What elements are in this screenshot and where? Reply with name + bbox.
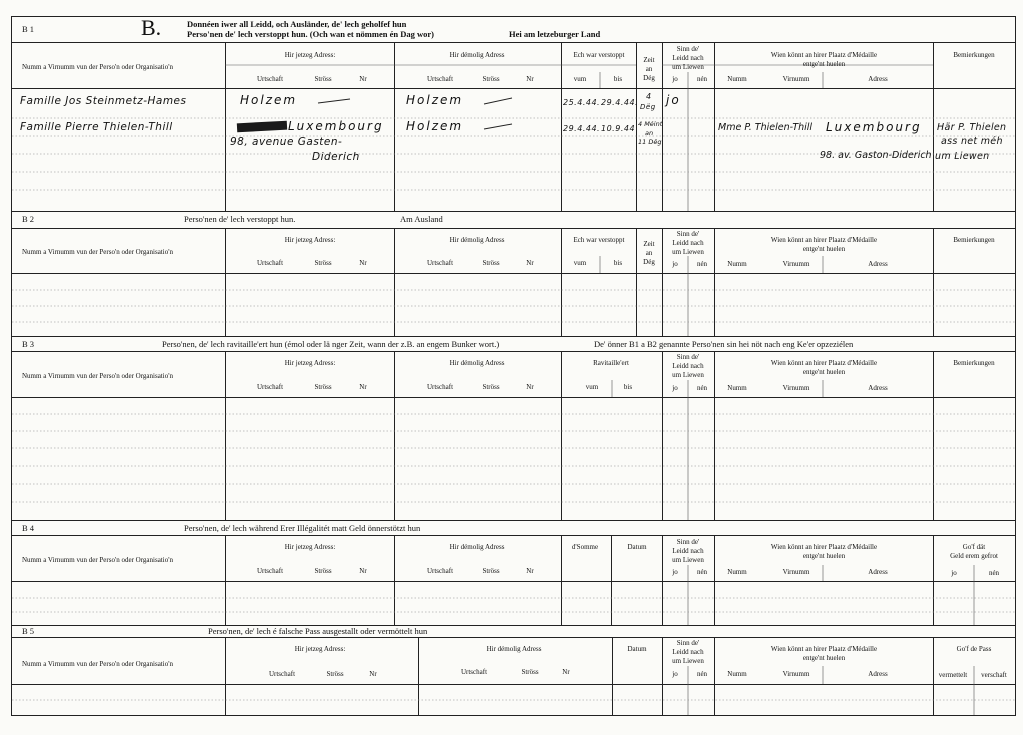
virnumm-header: Virnumm [782,384,810,392]
urtschaft-header: Urtschaft [460,668,488,676]
stross-header: Ströss [314,383,332,391]
an-header: an [645,65,653,73]
nr-header: Nr [526,567,534,575]
entry-2-days-3: 11 Dëg [638,138,662,146]
bemierkungen-header: Bemierkungen [953,359,995,367]
current-address-header: Hir jetzeg Adress: [294,645,346,653]
an-header: an [645,249,653,257]
entry-1-from: 25.4.44. [563,98,601,107]
entry-1-days-unit: Dëg [640,103,656,111]
numm-header: Numm [727,568,747,576]
sinn-header-1: Sinn de' [676,353,700,361]
nr-header: Nr [359,567,367,575]
medal-header-2: entge'nt huelen [802,60,846,68]
entry-2-from: 29.4.44. [563,124,601,133]
virnumm-header: Virnumm [782,260,810,268]
medal-header-2: entge'nt huelen [802,552,846,560]
sinn-header-2: Leidd nach [672,362,704,370]
medal-header-2: entge'nt huelen [802,654,846,662]
entry-2-current-street-2: Diderich [312,151,360,163]
entry-2-remark-2: ass net méh [941,136,1003,147]
sinn-header-1: Sinn de' [676,230,700,238]
vermettelt-header: vermettelt [938,671,968,679]
bemierkungen-header: Bemierkungen [953,236,995,244]
section-code-b4: B 4 [22,523,35,533]
current-address-header: Hir jetzeg Adress: [284,359,336,367]
vum-header: vum [585,383,599,391]
entry-1-days: 4 [646,92,652,101]
entry-2-current-town: Luxembourg [288,119,384,133]
medal-header-2: entge'nt huelen [802,245,846,253]
jo-header: jo [672,384,678,392]
urtschaft-header: Urtschaft [256,259,284,267]
adress-header: Adress [868,384,888,392]
section-code-b5: B 5 [22,626,35,636]
entry-2-name: Famille Pierre Thielen-Thill [20,121,173,133]
urtschaft-header: Urtschaft [256,383,284,391]
section-code-b1: B 1 [22,24,35,34]
medal-header-1: Wien könnt an hirer Plaatz d'Médaille [770,51,878,59]
entry-2-former-town: Holzem [406,119,464,133]
nr-header: Nr [526,383,534,391]
stross-header: Ströss [482,567,500,575]
entry-2-medal-address: 98. av. Gaston-Diderich [820,150,932,161]
entry-1-to: 29.4.44. [601,98,639,107]
entry-2-medal-town: Luxembourg [826,120,922,134]
nen-header: nén [696,260,708,268]
form-title-line2: Perso'nen de' lech verstoppt hun. (Och wan et nömmen én Dag wor) [187,29,434,39]
urtschaft-header: Urtschaft [426,383,454,391]
stross-header: Ströss [482,75,500,83]
nen-header: nén [988,569,1000,577]
entry-2-days-1: 4 Méint [638,120,663,128]
virnumm-header: Virnumm [782,670,810,678]
verschaft-header: verschaft [981,671,1007,679]
sinn-header-3: um Liewen [672,63,704,71]
nen-header: nén [696,75,708,83]
nr-header: Nr [359,259,367,267]
current-address-header: Hir jetzeg Adress: [284,236,336,244]
stross-header: Ströss [314,75,332,83]
section-subtitle-b2: Am Ausland [400,214,443,224]
sinn-header-2: Leidd nach [672,648,704,656]
stross-header: Ströss [314,567,332,575]
sinn-header-3: um Liewen [672,657,704,665]
somme-header: d'Somme [571,543,599,551]
geld-header-1: Go'f dät [962,543,986,551]
former-address-header: Hir démolig Adress [449,236,505,244]
virnumm-header: Virnumm [782,75,810,83]
nr-header: Nr [359,75,367,83]
entry-1-current-town: Holzem [240,93,298,107]
entry-2-remark-1: Här P. Thielen [937,122,1007,133]
medal-header-1: Wien könnt an hirer Plaatz d'Médaille [770,359,878,367]
nr-header: Nr [359,383,367,391]
entry-2-to: 10.9.44 [601,124,636,133]
name-column-header: Numm a Virnumm vun der Perso'n oder Organisatio'n [22,372,173,380]
section-code-b2: B 2 [22,214,35,224]
sinn-header-3: um Liewen [672,248,704,256]
nen-header: nén [696,384,708,392]
adress-header: Adress [868,75,888,83]
datum-header: Datum [627,645,647,653]
jo-header: jo [672,568,678,576]
ravitailled-header: Ravitaille'ert [593,359,629,367]
section-subtitle-b3: De' önner B1 a B2 genannte Perso'nen sin hei nöt nach eng Ke'er opzeziélen [594,339,854,349]
jo-header: jo [672,670,678,678]
name-column-header: Numm a Virnumm vun der Perso'n oder Organisatio'n [22,248,173,256]
entry-1-former-town: Holzem [406,93,464,107]
sinn-header-3: um Liewen [672,371,704,379]
current-address-header: Hir jetzeg Adress: [284,51,336,59]
urtschaft-header: Urtschaft [256,75,284,83]
urtschaft-header: Urtschaft [256,567,284,575]
section-title-b3: Perso'nen, de' lech ravitaille'ert hun (émol oder lä nger Zeit, wann der z.B. an engem Bunker wort.) [162,339,500,349]
urtschaft-header: Urtschaft [426,259,454,267]
geld-header-2: Geld erem gefrot [950,552,998,560]
current-address-header: Hir jetzeg Adress: [284,543,336,551]
adress-header: Adress [868,568,888,576]
nr-header: Nr [562,668,570,676]
former-address-header: Hir démolig Adress [449,359,505,367]
numm-header: Numm [727,75,747,83]
stross-header: Ströss [314,259,332,267]
entry-2-current-street-1: 98, avenue Gasten- [230,136,343,148]
stross-header: Ströss [482,383,500,391]
name-column-header: Numm a Virnumm vun der Perso'n oder Organisatio'n [22,660,173,668]
bemierkungen-header: Bemierkungen [953,51,995,59]
sinn-header-1: Sinn de' [676,538,700,546]
name-column-header: Numm a Virnumm vun der Perso'n oder Organisatio'n [22,63,173,71]
deg-header: Dég [643,74,655,82]
urtschaft-header: Urtschaft [268,670,296,678]
bis-header: bis [613,259,623,267]
entry-2-remark-3: um Liewen [935,151,990,162]
adress-header: Adress [868,260,888,268]
section-code-b3: B 3 [22,339,35,349]
hidden-header: Ech war verstoppt [573,236,625,244]
entry-2-days-2: an [645,129,654,137]
nen-header: nén [696,568,708,576]
sinn-header-1: Sinn de' [676,45,700,53]
bis-header: bis [623,383,633,391]
nr-header: Nr [369,670,377,678]
former-address-header: Hir démolig Adress [449,543,505,551]
pass-header: Go'f de Pass [956,645,992,653]
numm-header: Numm [727,384,747,392]
jo-header: jo [672,75,678,83]
medal-header-1: Wien könnt an hirer Plaatz d'Médaille [770,645,878,653]
medal-header-1: Wien könnt an hirer Plaatz d'Médaille [770,543,878,551]
urtschaft-header: Urtschaft [426,75,454,83]
sinn-header-2: Leidd nach [672,547,704,555]
deg-header: Dég [643,258,655,266]
numm-header: Numm [727,670,747,678]
section-title-b4: Perso'nen, de' lech während Erer Illégalitét matt Geld önnerstötzt hun [184,523,421,533]
urtschaft-header: Urtschaft [426,567,454,575]
sinn-header-2: Leidd nach [672,54,704,62]
section-title-b5: Perso'nen, de' lech é falsche Pass ausgestallt oder vermöttelt hun [208,626,428,636]
form-title-line2b: Hei am letzeburger Land [509,29,601,39]
stross-header: Ströss [521,668,539,676]
virnumm-header: Virnumm [782,568,810,576]
nr-header: Nr [526,259,534,267]
hidden-header: Ech war verstoppt [573,51,625,59]
stross-header: Ströss [482,259,500,267]
former-address-header: Hir démolig Adress [449,51,505,59]
jo-header: jo [672,260,678,268]
entry-2-medal-name: Mme P. Thielen-Thill [718,122,813,133]
jo-header: jo [951,569,957,577]
form-letter: B. [141,15,162,40]
zeit-header: Zeit [643,240,655,248]
bis-header: bis [613,75,623,83]
vum-header: vum [573,75,587,83]
medal-header-2: entge'nt huelen [802,368,846,376]
form-title-line1: Donnéen iwer all Leidd, och Ausländer, de' lech geholfef hun [187,19,407,29]
numm-header: Numm [727,260,747,268]
stross-header: Ströss [326,670,344,678]
nr-header: Nr [526,75,534,83]
adress-header: Adress [868,670,888,678]
datum-header: Datum [627,543,647,551]
name-column-header: Numm a Virnumm vun der Perso'n oder Organisatio'n [22,556,173,564]
vum-header: vum [573,259,587,267]
nen-header: nén [696,670,708,678]
sinn-header-3: um Liewen [672,556,704,564]
sinn-header-1: Sinn de' [676,639,700,647]
entry-1-alive: jo [666,93,681,107]
entry-1-name: Famille Jos Steinmetz-Hames [20,95,187,107]
sinn-header-2: Leidd nach [672,239,704,247]
former-address-header: Hir démolig Adress [486,645,542,653]
section-title-b2: Perso'nen de' lech verstoppt hun. [184,214,296,224]
medal-header-1: Wien könnt an hirer Plaatz d'Médaille [770,236,878,244]
zeit-header: Zeit [643,56,655,64]
